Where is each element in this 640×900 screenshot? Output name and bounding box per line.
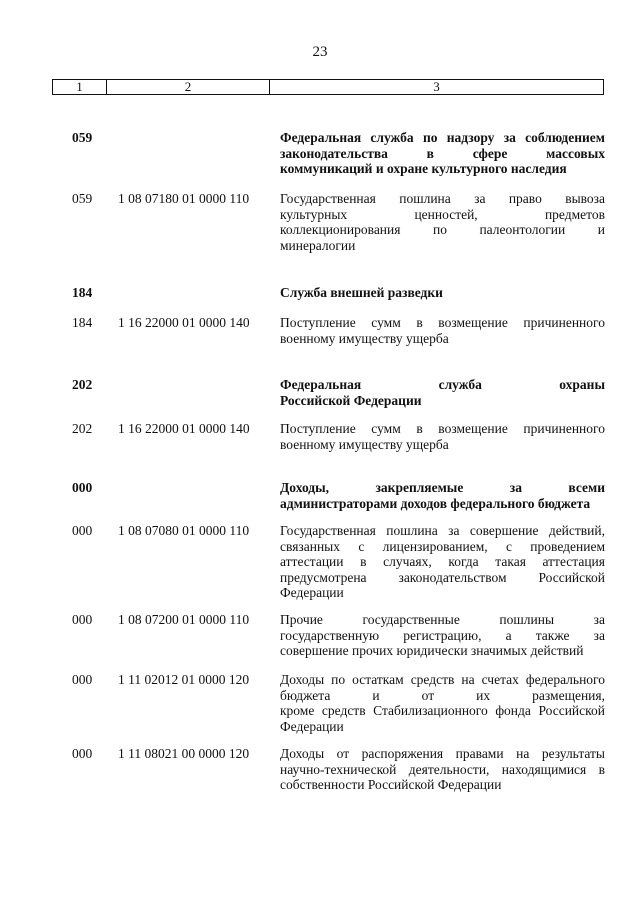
row-description [280, 480, 605, 511]
admin-code: 000 [72, 672, 93, 687]
description-line: Доходы, закрепляемые за всеми [280, 480, 605, 495]
description-line: бюджета и от их размещения, [280, 687, 605, 703]
admin-code: 059 [72, 191, 93, 206]
description-line: кроме средств Стабилизационного фонда Российской [280, 703, 605, 718]
description-line: минералогии [280, 237, 356, 253]
description-line: коммуникаций и охране культурного наследия [280, 161, 567, 176]
admin-code: 184 [72, 285, 93, 300]
description-line: Поступление сумм в возмещение причиненного [280, 421, 605, 436]
budget-classification-code: 1 11 08021 00 0000 120 [118, 746, 250, 761]
admin-code: 000 [72, 612, 93, 627]
budget-classification-code: 1 08 07200 01 0000 110 [118, 612, 250, 627]
description-line: собственности Российской Федерации [280, 777, 502, 792]
description-line: Прочие государственные пошлины за [280, 612, 605, 627]
description-line: Федерации [280, 585, 344, 600]
description-line: законодательства в сфере массовых [280, 145, 605, 161]
admin-code: 202 [72, 377, 93, 392]
row-description [280, 130, 605, 177]
row-description [280, 191, 605, 253]
description-line: аттестации в случаях, когда такая аттестация [280, 554, 605, 569]
row-description [280, 377, 605, 408]
description-line: Федеральная служба охраны [280, 377, 605, 392]
description-line: научно-технической деятельности, находящимися в [280, 761, 605, 777]
description-line: Служба внешней разведки [280, 285, 443, 300]
admin-code: 184 [72, 315, 93, 330]
page-number: 23 [312, 44, 328, 60]
description-line: администраторами доходов федерального бюджета [280, 495, 591, 511]
row-description [280, 523, 605, 601]
admin-code: 059 [72, 130, 93, 145]
description-line: коллекционирования по палеонтологии и [280, 222, 605, 237]
budget-classification-code: 1 16 22000 01 0000 140 [118, 315, 250, 330]
description-line: государственную регистрацию, а также за [280, 627, 605, 643]
admin-code: 202 [72, 421, 93, 436]
description-line: Доходы по остаткам средств на счетах федерального [280, 672, 605, 687]
admin-code: 000 [72, 523, 93, 538]
row-description [280, 746, 605, 793]
row-description [280, 672, 605, 734]
description-line: Федеральная служба по надзору за соблюдением [280, 130, 605, 145]
description-line: Государственная пошлина за право вывоза [280, 191, 605, 206]
description-line: военному имуществу ущерба [280, 436, 449, 452]
description-line: совершение прочих юридически значимых действий [280, 643, 584, 658]
row-description [280, 421, 605, 452]
description-line: Российской Федерации [280, 392, 422, 408]
description-line: Доходы от распоряжения правами на результаты [280, 746, 605, 761]
budget-classification-code: 1 11 02012 01 0000 120 [118, 672, 250, 687]
description-line: Государственная пошлина за совершение действий, [280, 523, 605, 538]
admin-code: 000 [72, 746, 93, 761]
table-header [52, 79, 604, 95]
row-description [280, 612, 605, 659]
description-line: Поступление сумм в возмещение причиненного [280, 315, 605, 330]
description-line: предусмотрена законодательством Российской [280, 569, 605, 585]
description-line: связанных с лицензированием, с проведением [280, 538, 605, 554]
description-line: Федерации [280, 718, 344, 734]
header-col-3: 3 [433, 79, 440, 94]
budget-classification-code: 1 08 07080 01 0000 110 [118, 523, 250, 538]
budget-classification-code: 1 16 22000 01 0000 140 [118, 421, 250, 436]
header-col-1: 1 [53, 80, 107, 94]
row-description [280, 315, 605, 346]
description-line: культурных ценностей, предметов [280, 206, 605, 222]
row-description [280, 285, 605, 301]
header-col-2: 2 [107, 80, 270, 94]
admin-code: 000 [72, 480, 93, 495]
description-line: военному имуществу ущерба [280, 330, 449, 346]
budget-classification-code: 1 08 07180 01 0000 110 [118, 191, 250, 206]
